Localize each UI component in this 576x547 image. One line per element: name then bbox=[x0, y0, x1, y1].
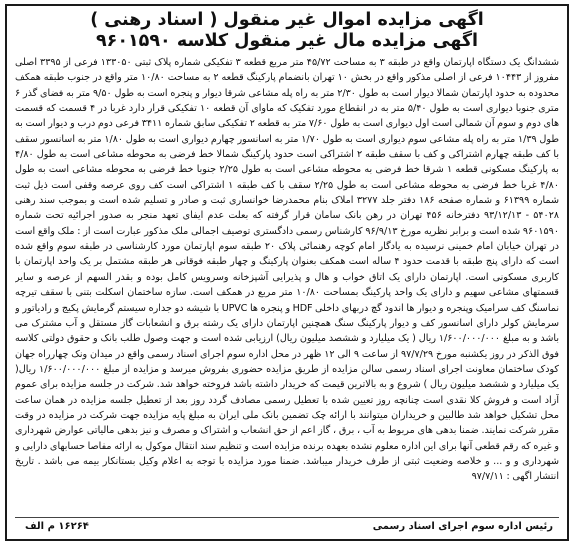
notice-footer bbox=[15, 517, 559, 536]
notice-body: ششدانگ یک دستگاه اپارتمان واقع در طبقه ۳ به مساحت ۴۵/۷۲ متر مربع قطعه ۳ تفکیکی شماره پلاک ثبتی ۱۳۳۰۵۰ فرعی از ۳۳۹۵ اصلی مفروز از ۱۰۴۴۳ فرعی از اصلی مذکور واقع در بخش ۱۰ تهران بانضمام پارکینگ قطعه ۲ به مساحت ۱۰/۸۰ متر واقع در جنوب طبقه همکف محدوده به حدود اپارتمان شمالا دیوار است به طول ۲/۳۰ متر به راه پله مشاعی شرقا دیوار و پنجره است به طول ۹/۵۰ متر به فضای گذر ۶ متری جنوبا دیواری است به طول ۵/۴۰ متر به در انقطاع مورد تفکیک که ماوای آن قطعه ۱۰ تفکیکی قرار دارد غربا در ۴ قسمت که قسمت های دوم و سوم آن شمالی است اول دیواری است به طول ۷/۶۰ متر به قطعه ۲ تفکیکی سابق شماره ۳۴۱۱ فرعی دوم درب و دیوار است به طول ۱/۳۹ متر به راه پله مشاعی سوم دیواری است به طول ۱/۷۰ متر به اسانسور چهارم دیواری است به طول ۱/۸۰ متر به اسانسور سقف با کف طبقه چهارم اشتراکی و کف با سقف طبقه ۲ اشتراکی است حدود پارکینگ شمالا خط فرضی به محوطه مشاعی است به طول ۴/۸۰ به پارکینگ مسکونی قطعه ۱ شرقا خط فرضی به محوطه مشاعی است به طول ۲/۲۵ جنوبا خط فرضی به محوطه مشاعی است به طول ۴/۸۰ غربا خط فرضی به محوطه مشاعی است به طول ۲/۲۵ سقف با کف طبقه ۱ اشتراکی است کف روی عرصه وقفی است ذیل ثبت شماره ۶۱۳۹۹ و شماره صفحه ۱۸۶ دفتر جلد ۳۲۷۷ املاک بنام محمدرضا خوانساری ثبت و صادر و تسلیم شده است و بموجب سند رهنی ۵۴۰۲۸ - ۹۳/۱۲/۱۳ دفترخانه ۴۵۶ تهران در رهن بانک سامان قرار گرفته که بعلت عدم ایفای تعهد منجر به صدور اجرائیه تحت شماره ۹۶۰۱۵۹۰ شده است و برابر نظریه مورخ ۹۶/۹/۱۳ کارشناس رسمی دادگستری توصیف اجمالی ملک مذکور عبارت است از : ملک واقع است در تهران خیابان امام خمینی نرسیده به یادگار امام کوچه رهنمائی پلاک ۲۰ طبقه سوم اپارتمان مورد کارشناسی در طبقه سوم واقع شده است که دارای پنج طبقه با قدمت حدود ۴ ساله است همکف بعنوان پارکینگ و چهار طبقه فوقانی هر طبقه مشتمل بر یک واحد اپارتمان با کاربری مسکونی است. اپارتمان دارای یک اتاق خواب و هال و پذیرایی آشپزخانه وسرویس کامل بوده و بقدر السهم از عرصه و سایر قسمتهای مشاعی سهیم و دارای یک واحد پارکینگ بمساحت ۱۰/۸۰ متر مربع در همکف است. سازه ساختمان اسکلت بتنی با سقف تیرچه نماسنگ کف سرامیک وپنجره و دیوار ها اندود گچ دربهای داخلی HDF و پنجره ها UPVC با شیشه دو جداره سیستم گرمایش پکیج و رادیاتور و سرمایش کولر دارای اسانسور کف و دیوار پارکینگ سنگ همچنین اپارتمان دارای یک رشته برق و انشعابات گاز مستقل و آب مشترک می باشد و به مبلغ ۱/۶۰۰/۰۰۰/۰۰۰ ریال ( یک میلیارد و ششصد میلیون ریال) ارزیابی شده است و جهت وصول طلب بانک و حقوق دولتی کلاسه فوق الذکر در روز یکشنبه مورخ ۹۷/۷/۲۹ از ساعت ۹ الی ۱۲ ظهر در محل اداره سوم اجرای اسناد رسمی واقع در میدان ونک چهارراه جهان کودک ساختمان معاونت اجرای اسناد رسمی سالن مزایده از طریق مزایده حضوری بفروش میرسد و مزایده از مبلغ ۱/۶۰۰/۰۰۰/۰۰۰ ریال( یک میلیارد و ششصد میلیون ریال ) شروع و به بالاترین قیمت که خریدار داشته باشد فروخته خواهد شد. شرکت در جلسه مزایده برای عموم آزاد است و فروش کلا نقدی است چنانچه روز تعیین شده با تعطیل رسمی مصادف گردد روز بعد از تعطیل جلسه مزایده در همان ساعت محل تشکیل خواهد شد طالبین و خریداران میتوانند با ارائه چک تضمین بانک ملی ایران به مبلغ پایه مزایده جهت شرکت در مزایده در وقت مقرر شرکت نمایند. ضمنا بدهی های مربوط به آب ، برق ، گاز اعم از حق انشعاب و اشتراک و مصرف و نیز بدهی مالیاتی عوارض شهرداری و غیره که رقم قطعی آنها برای این اداره معلوم نشده بعهده برنده مزایده است و تنظیم سند انتقال موکول به ارائه مفاصا حسابهای دارایی و شهرداری و و ... و خلاصه وضعیت ثبتی از طرف خریدار میباشد. ضمنا مورد مزایده با توجه به اعلام وکیل بستانکار بیمه می باشد . تاریخ انتشار اگهی : ۹۷/۷/۱۱ bbox=[15, 57, 559, 483]
ad-code: ۱۶۲۶۴ م الف bbox=[25, 521, 89, 532]
notice-title-line1: اگهی مزایده اموال غیر منقول ( اسناد رهنی ) bbox=[90, 10, 484, 30]
notice-title-line2: اگهی مزایده مال غیر منقول کلاسه ۹۶۰۱۵۹۰ bbox=[95, 31, 479, 51]
signature-line: رئیس اداره سوم اجرای اسناد رسمی bbox=[372, 521, 553, 532]
auction-notice bbox=[5, 4, 569, 541]
notice-header bbox=[15, 10, 559, 52]
